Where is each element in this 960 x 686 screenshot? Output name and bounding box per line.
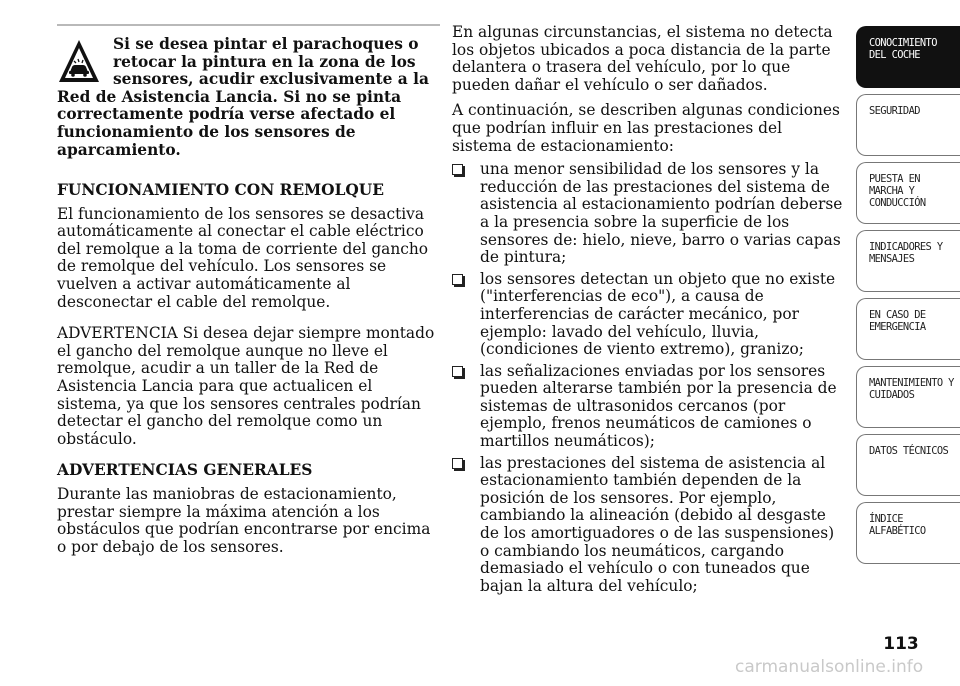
page-number: 113: [883, 634, 919, 654]
paragraph-trailer-operation: El funcionamiento de los sensores se desactiva automáticamente al conectar el cable eléctrico del remolque a la toma de corriente del gancho de remolque del vehículo. Los sensores se vuelven a activar automáticamente al desconectar el cable del remolque.: [57, 204, 429, 311]
tab-puesta-en-marcha[interactable]: PUESTA EN MARCHA Y CONDUCCIÓN: [856, 162, 960, 224]
list-item: las prestaciones del sistema de asistencia al estacionamiento también dependen de la posición de los sensores. Por ejemplo, cambiando la alineación (debido al desgaste de los amortiguadores o de las suspensiones) o cambiando los neumáticos, cargando demasiado el vehículo o con tuneados que bajan la altura del vehículo;: [452, 455, 844, 596]
tab-mantenimiento[interactable]: MANTENIMIENTO Y CUIDADOS: [856, 366, 960, 428]
chapter-tabs: [856, 26, 960, 570]
checkbox-bullet-icon: [452, 164, 463, 175]
tab-conocimiento-del-coche[interactable]: CONOCIMIENTO DEL COCHE: [856, 26, 960, 88]
warning-box: [57, 36, 440, 159]
paragraph-general-warnings: Durante las maniobras de estacionamiento, prestar siempre la máxima atención a los obstáculos que podrían encontrarse por encima o por debajo de los sensores.: [57, 484, 431, 556]
watermark: carmanualsonline.info: [735, 657, 924, 677]
right-column: [452, 24, 844, 599]
checkbox-bullet-icon: [452, 458, 463, 469]
left-column: [57, 182, 440, 570]
tab-indicadores-y-mensajes[interactable]: INDICADORES Y MENSAJES: [856, 230, 960, 292]
tab-seguridad[interactable]: SEGURIDAD: [856, 94, 960, 156]
tab-indice-alfabetico[interactable]: ÍNDICE ALFABÉTICO: [856, 502, 960, 564]
heading-general-warnings: ADVERTENCIAS GENERALES: [57, 461, 313, 480]
list-item: los sensores detectan un objeto que no existe ("interferencias de eco"), a causa de interferencias de carácter mecánico, por ejemplo: lavado del vehículo, lluvia, (condiciones de viento extremo), granizo;: [452, 271, 844, 359]
paragraph-conditions-intro: A continuación, se describen algunas condiciones que podrían influir en las prestaciones del sistema de estacionamiento:: [452, 101, 840, 155]
list-item: una menor sensibilidad de los sensores y la reducción de las prestaciones del sistema de asistencia al estacionamiento podrían deberse a la presencia sobre la superficie de los sensores de: hielo, nieve, barro o varias capas de pintura;: [452, 161, 844, 267]
checkbox-bullet-icon: [452, 366, 463, 377]
list-item: las señalizaciones enviadas por los sensores pueden alterarse también por la presencia de sistemas de ultrasonidos cercanos (por ejemplo, frenos neumáticos de camiones o martillos neumáticos);: [452, 363, 844, 451]
paragraph-detection-limits: En algunas circunstancias, el sistema no detecta los objetos ubicados a poca distancia de la parte delantera o trasera del vehículo, por lo que pueden dañar el vehículo o ser dañados.: [452, 23, 833, 94]
tab-datos-tecnicos[interactable]: DATOS TÉCNICOS: [856, 434, 960, 496]
heading-trailer-operation: FUNCIONAMIENTO CON REMOLQUE: [57, 181, 384, 199]
warning-text: Si se desea pintar el parachoques o retocar la pintura en la zona de los sensores, acudir exclusivamente a la Red de Asistencia Lancia. Si no se pinta correctamente podría verse afectado el funcionamiento de los sensores de aparcamiento.: [57, 35, 429, 159]
checkbox-bullet-icon: [452, 274, 463, 285]
tab-en-caso-de-emergencia[interactable]: EN CASO DE EMERGENCIA: [856, 298, 960, 360]
warning-top-rule: [57, 24, 440, 26]
car-warning-icon: [57, 38, 101, 86]
conditions-list: [452, 161, 844, 595]
paragraph-trailer-warning: ADVERTENCIA Si desea dejar siempre montado el gancho del remolque aunque no lleve el remolque, acudir a un taller de la Red de Asistencia Lancia para que actualicen el sistema, ya que los sensores centrales podrían detectar el gancho del remolque como un obstáculo.: [57, 324, 435, 448]
